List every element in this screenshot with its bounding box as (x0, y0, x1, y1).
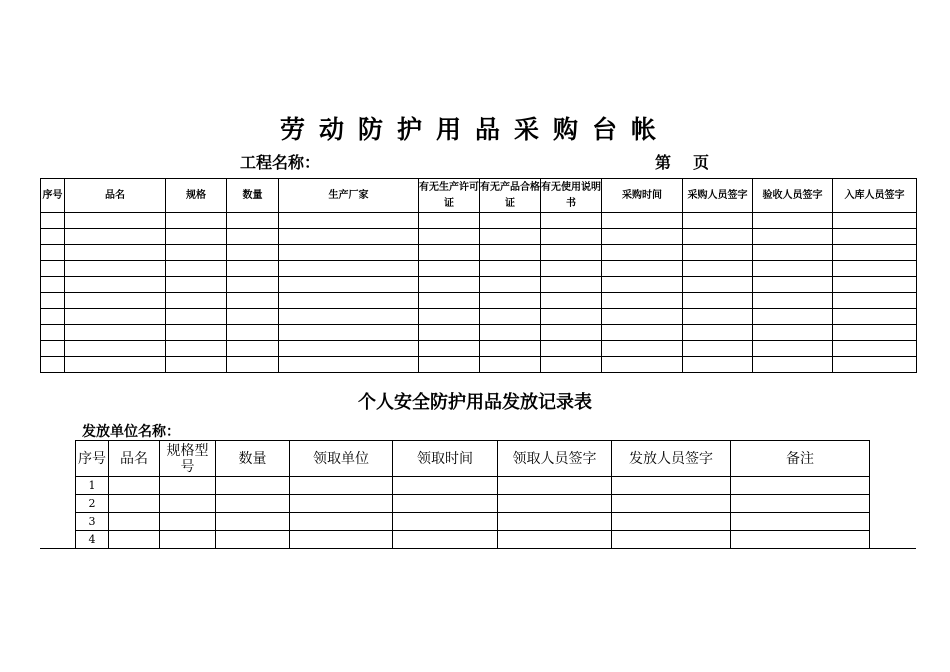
table-cell (166, 341, 227, 357)
table-cell (279, 277, 419, 293)
page-label-prefix: 第 (655, 153, 672, 172)
table-row (41, 341, 917, 357)
page-number-label (655, 150, 731, 173)
table-cell (541, 229, 602, 245)
table-cell (602, 213, 683, 229)
table-cell (419, 341, 480, 357)
col-manufacturer: 生产厂家 (279, 179, 419, 213)
table-cell (480, 229, 541, 245)
col-purchaser-sign: 采购人员签字 (683, 179, 753, 213)
table-row (41, 357, 917, 373)
table-cell (541, 293, 602, 309)
table-cell (602, 341, 683, 357)
table-cell (541, 309, 602, 325)
table-cell (41, 341, 65, 357)
table-cell (166, 277, 227, 293)
table-cell (160, 531, 216, 549)
table-cell (166, 309, 227, 325)
table-cell (541, 357, 602, 373)
table-cell (541, 245, 602, 261)
table-cell (753, 277, 833, 293)
table-row (76, 495, 870, 513)
table-cell (612, 495, 731, 513)
table-cell (833, 277, 917, 293)
table-cell (227, 325, 279, 341)
distribution-title: 个人安全防护用品发放记录表 (358, 392, 592, 413)
col-receiving-unit: 领取单位 (290, 441, 393, 477)
table-cell (498, 477, 612, 495)
table-cell (419, 325, 480, 341)
table-cell (833, 245, 917, 261)
table-row (76, 513, 870, 531)
table-cell (480, 261, 541, 277)
table-row (41, 325, 917, 341)
table-cell (393, 495, 498, 513)
table-cell (833, 229, 917, 245)
table-cell (753, 325, 833, 341)
ledger-header-row (41, 179, 917, 213)
table-cell (731, 495, 870, 513)
col-spec: 规格 (166, 179, 227, 213)
col-product-name: 品名 (109, 441, 160, 477)
table-cell (541, 325, 602, 341)
table-cell (41, 309, 65, 325)
table-cell (683, 245, 753, 261)
col-spec-model: 规格型号 (160, 441, 216, 477)
table-cell (41, 229, 65, 245)
table-cell (279, 245, 419, 261)
table-cell (683, 261, 753, 277)
table-cell (480, 357, 541, 373)
table-cell (279, 341, 419, 357)
table-cell (65, 245, 166, 261)
table-cell (419, 245, 480, 261)
distribution-unit-label: 发放单位名称： (82, 424, 180, 440)
table-cell (753, 261, 833, 277)
table-cell (166, 357, 227, 373)
table-cell (216, 513, 290, 531)
table-cell (65, 357, 166, 373)
table-cell (683, 277, 753, 293)
table-cell (160, 495, 216, 513)
table-cell (393, 477, 498, 495)
row-number: 4 (76, 531, 109, 549)
table-cell (833, 357, 917, 373)
ledger-title: 劳动防护用品采购台帐 (279, 115, 670, 144)
table-cell (166, 293, 227, 309)
table-cell (227, 309, 279, 325)
table-cell (480, 325, 541, 341)
table-cell (227, 357, 279, 373)
table-cell (541, 277, 602, 293)
col-quality-certificate: 有无产品合格证 (480, 179, 541, 213)
table-row (41, 309, 917, 325)
table-cell (480, 213, 541, 229)
table-cell (753, 229, 833, 245)
table-cell (480, 341, 541, 357)
table-cell (227, 229, 279, 245)
table-cell (683, 213, 753, 229)
table-cell (109, 513, 160, 531)
table-cell (480, 293, 541, 309)
table-cell (753, 341, 833, 357)
row-number: 2 (76, 495, 109, 513)
table-cell (290, 513, 393, 531)
table-cell (602, 245, 683, 261)
table-cell (753, 309, 833, 325)
table-cell (65, 213, 166, 229)
col-product-name: 品名 (65, 179, 166, 213)
table-cell (166, 213, 227, 229)
table-cell (419, 213, 480, 229)
table-cell (279, 213, 419, 229)
table-cell (227, 213, 279, 229)
table-cell (753, 357, 833, 373)
table-cell (833, 325, 917, 341)
table-cell (279, 229, 419, 245)
table-cell (419, 309, 480, 325)
table-cell (683, 309, 753, 325)
table-cell (279, 309, 419, 325)
table-cell (290, 531, 393, 549)
table-cell (419, 277, 480, 293)
table-cell (65, 229, 166, 245)
table-cell (41, 213, 65, 229)
table-cell (833, 309, 917, 325)
table-cell (833, 293, 917, 309)
table-cell (541, 261, 602, 277)
table-cell (160, 477, 216, 495)
table-cell (419, 229, 480, 245)
table-cell (216, 477, 290, 495)
col-warehouse-sign: 入库人员签字 (833, 179, 917, 213)
table-cell (41, 245, 65, 261)
table-cell (753, 293, 833, 309)
table-row (41, 213, 917, 229)
table-cell (393, 513, 498, 531)
col-quantity: 数量 (216, 441, 290, 477)
table-cell (602, 277, 683, 293)
table-cell (290, 495, 393, 513)
table-cell (109, 531, 160, 549)
table-cell (683, 293, 753, 309)
table-cell (683, 341, 753, 357)
table-cell (109, 495, 160, 513)
table-cell (290, 477, 393, 495)
table-cell (227, 245, 279, 261)
table-cell (65, 341, 166, 357)
table-cell (612, 513, 731, 531)
table-cell (279, 325, 419, 341)
table-cell (498, 531, 612, 549)
table-cell (541, 213, 602, 229)
table-cell (612, 477, 731, 495)
table-cell (227, 277, 279, 293)
table-cell (393, 531, 498, 549)
table-cell (833, 261, 917, 277)
table-row (41, 277, 917, 293)
table-cell (109, 477, 160, 495)
table-cell (279, 261, 419, 277)
table-cell (65, 293, 166, 309)
table-row (41, 245, 917, 261)
table-cell (166, 261, 227, 277)
distribution-record-table (75, 440, 870, 549)
bottom-rule (40, 548, 916, 549)
col-receiver-sign: 领取人员签字 (498, 441, 612, 477)
table-cell (753, 245, 833, 261)
col-index: 序号 (76, 441, 109, 477)
table-cell (498, 513, 612, 531)
page-label-suffix: 页 (693, 153, 710, 172)
table-cell (227, 261, 279, 277)
table-cell (65, 325, 166, 341)
table-cell (216, 495, 290, 513)
table-row (76, 477, 870, 495)
table-row (41, 261, 917, 277)
row-number: 3 (76, 513, 109, 531)
table-row (41, 293, 917, 309)
table-row (76, 531, 870, 549)
table-cell (498, 495, 612, 513)
table-cell (227, 341, 279, 357)
table-cell (753, 213, 833, 229)
table-cell (602, 309, 683, 325)
table-cell (612, 531, 731, 549)
table-cell (65, 277, 166, 293)
table-cell (602, 293, 683, 309)
table-cell (166, 229, 227, 245)
table-cell (602, 229, 683, 245)
table-cell (602, 261, 683, 277)
table-cell (41, 357, 65, 373)
table-row (41, 229, 917, 245)
table-cell (419, 261, 480, 277)
col-purchase-time: 采购时间 (602, 179, 683, 213)
table-cell (541, 341, 602, 357)
table-cell (683, 229, 753, 245)
table-cell (419, 293, 480, 309)
col-production-license: 有无生产许可证 (419, 179, 480, 213)
table-cell (480, 277, 541, 293)
table-cell (731, 477, 870, 495)
table-cell (833, 341, 917, 357)
table-cell (227, 293, 279, 309)
table-cell (166, 325, 227, 341)
col-receiving-time: 领取时间 (393, 441, 498, 477)
table-cell (216, 531, 290, 549)
distribution-header-row (76, 441, 870, 477)
table-cell (279, 357, 419, 373)
table-cell (65, 261, 166, 277)
table-cell (41, 277, 65, 293)
row-number: 1 (76, 477, 109, 495)
table-cell (480, 309, 541, 325)
purchase-ledger-table (40, 178, 917, 373)
table-cell (160, 513, 216, 531)
table-cell (65, 309, 166, 325)
table-cell (602, 325, 683, 341)
col-index: 序号 (41, 179, 65, 213)
table-cell (833, 213, 917, 229)
table-cell (41, 325, 65, 341)
table-cell (166, 245, 227, 261)
col-remarks: 备注 (731, 441, 870, 477)
project-name-label: 工程名称： (240, 153, 321, 172)
table-cell (480, 245, 541, 261)
table-cell (683, 325, 753, 341)
col-inspector-sign: 验收人员签字 (753, 179, 833, 213)
table-cell (731, 531, 870, 549)
table-cell (683, 357, 753, 373)
col-quantity: 数量 (227, 179, 279, 213)
table-cell (41, 293, 65, 309)
col-issuer-sign: 发放人员签字 (612, 441, 731, 477)
table-cell (41, 261, 65, 277)
table-cell (602, 357, 683, 373)
col-manual: 有无使用说明书 (541, 179, 602, 213)
table-cell (731, 513, 870, 531)
table-cell (419, 357, 480, 373)
table-cell (279, 293, 419, 309)
